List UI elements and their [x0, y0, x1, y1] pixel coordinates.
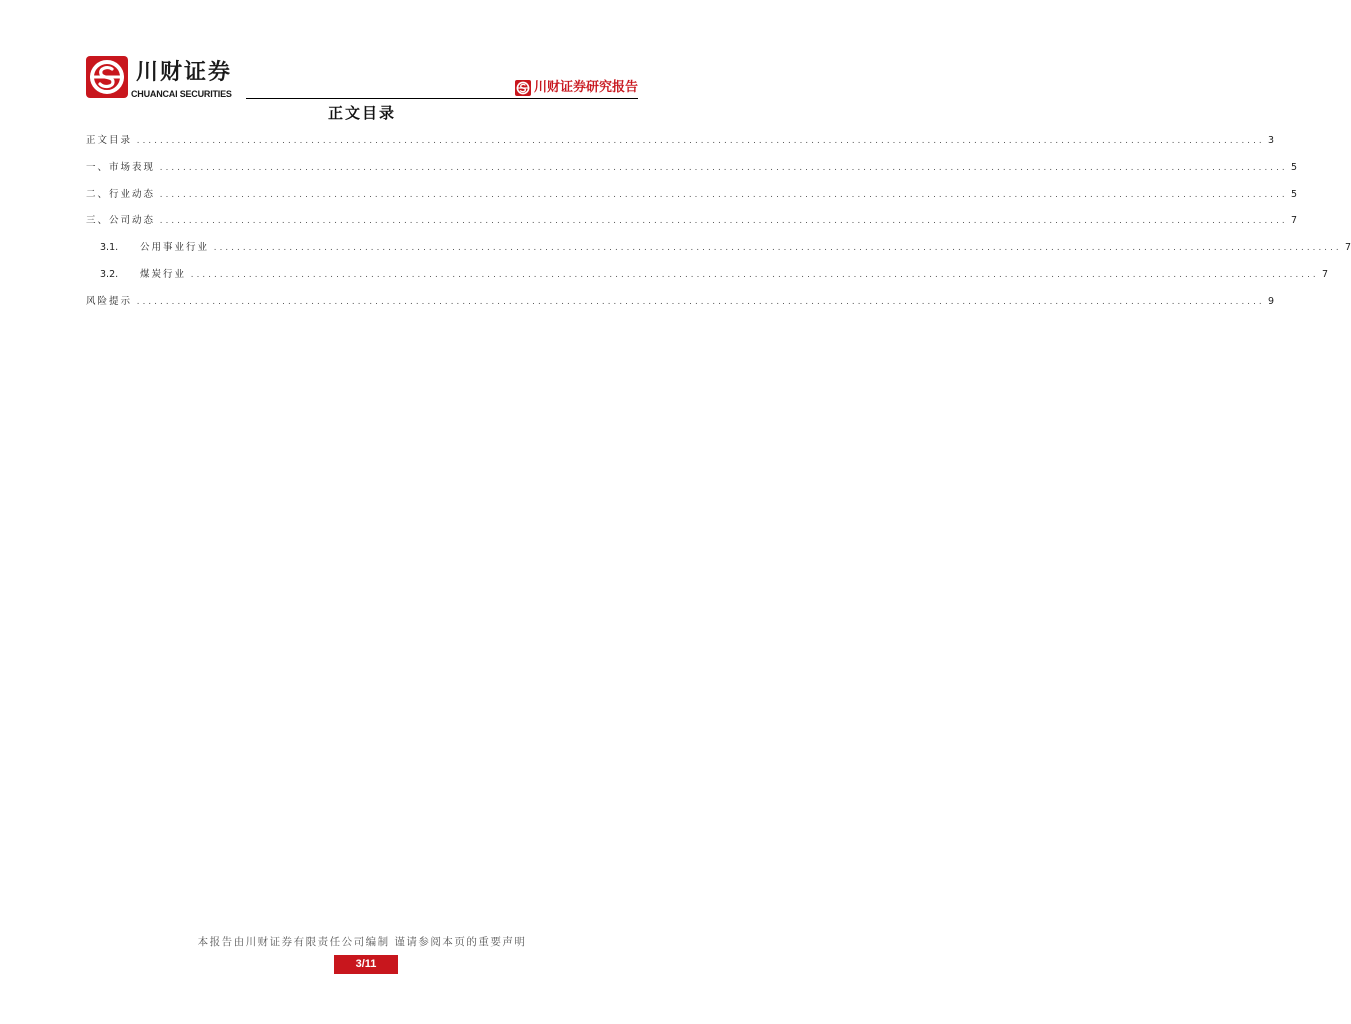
chuancai-mini-logo-icon [515, 80, 531, 96]
toc-entry-label: 正文目录 [86, 135, 133, 146]
toc-entry-label: 二、行业动态 [86, 188, 156, 200]
brand-name-en: CHUANCAI SECURITIES [131, 89, 232, 99]
toc-entry-label: 公用事业行业 [140, 242, 210, 254]
report-tag-label: 川财证券研究报告 [533, 80, 638, 95]
toc-entry-page: 7 [1322, 268, 1329, 280]
page-title: 正文目录 [327, 104, 396, 122]
toc-entry-label: 一、市场表现 [86, 161, 156, 173]
toc-leader: .................................................................................................................................................................................................. [159, 190, 1287, 199]
toc-entry-page: 3 [1268, 135, 1275, 146]
toc-leader: .................................................................................................................................................................................................. [136, 137, 1264, 145]
toc-entry-label: 风险提示 [86, 295, 133, 307]
toc-entry-page: 5 [1291, 188, 1298, 200]
toc-entry-main-toc[interactable] [86, 132, 1275, 159]
toc-leader: .................................................................................................................................................................................................. [159, 217, 1287, 226]
toc-entry-label: 三、公司动态 [86, 215, 156, 227]
toc-entry-page: 7 [1345, 242, 1351, 254]
toc-entry-risk-warning[interactable] [86, 293, 1275, 320]
table-of-contents [86, 132, 1351, 320]
toc-leader: .................................................................................................................................................................................................. [136, 297, 1264, 306]
toc-entry-utilities[interactable] [86, 239, 1351, 266]
toc-entry-industry-news[interactable] [86, 186, 1298, 213]
toc-entry-coal[interactable] [86, 266, 1329, 293]
toc-entry-page: 7 [1291, 215, 1298, 227]
report-tag [515, 79, 638, 97]
brand-name-cn: 川财证券 [136, 60, 233, 85]
toc-entry-page: 5 [1291, 161, 1298, 173]
toc-entry-company-news[interactable] [86, 212, 1298, 239]
toc-entry-number: 3.1. [100, 242, 119, 254]
page-number-badge: 3/11 [334, 955, 398, 974]
toc-leader: .................................................................................................................................................................................................. [159, 163, 1287, 172]
toc-entry-number: 3.2. [100, 268, 119, 280]
toc-leader: .................................................................................................................................................................................................. [213, 244, 1341, 253]
toc-entry-page: 9 [1268, 295, 1275, 307]
header-divider [246, 98, 638, 99]
toc-entry-label: 煤炭行业 [140, 268, 187, 280]
toc-leader: .................................................................................................................................................................................................. [190, 270, 1318, 279]
toc-entry-market-performance[interactable] [86, 159, 1298, 186]
chuancai-logo-icon [86, 56, 128, 98]
footer-disclaimer: 本报告由川财证券有限责任公司编制 谨请参阅本页的重要声明 [197, 936, 527, 948]
